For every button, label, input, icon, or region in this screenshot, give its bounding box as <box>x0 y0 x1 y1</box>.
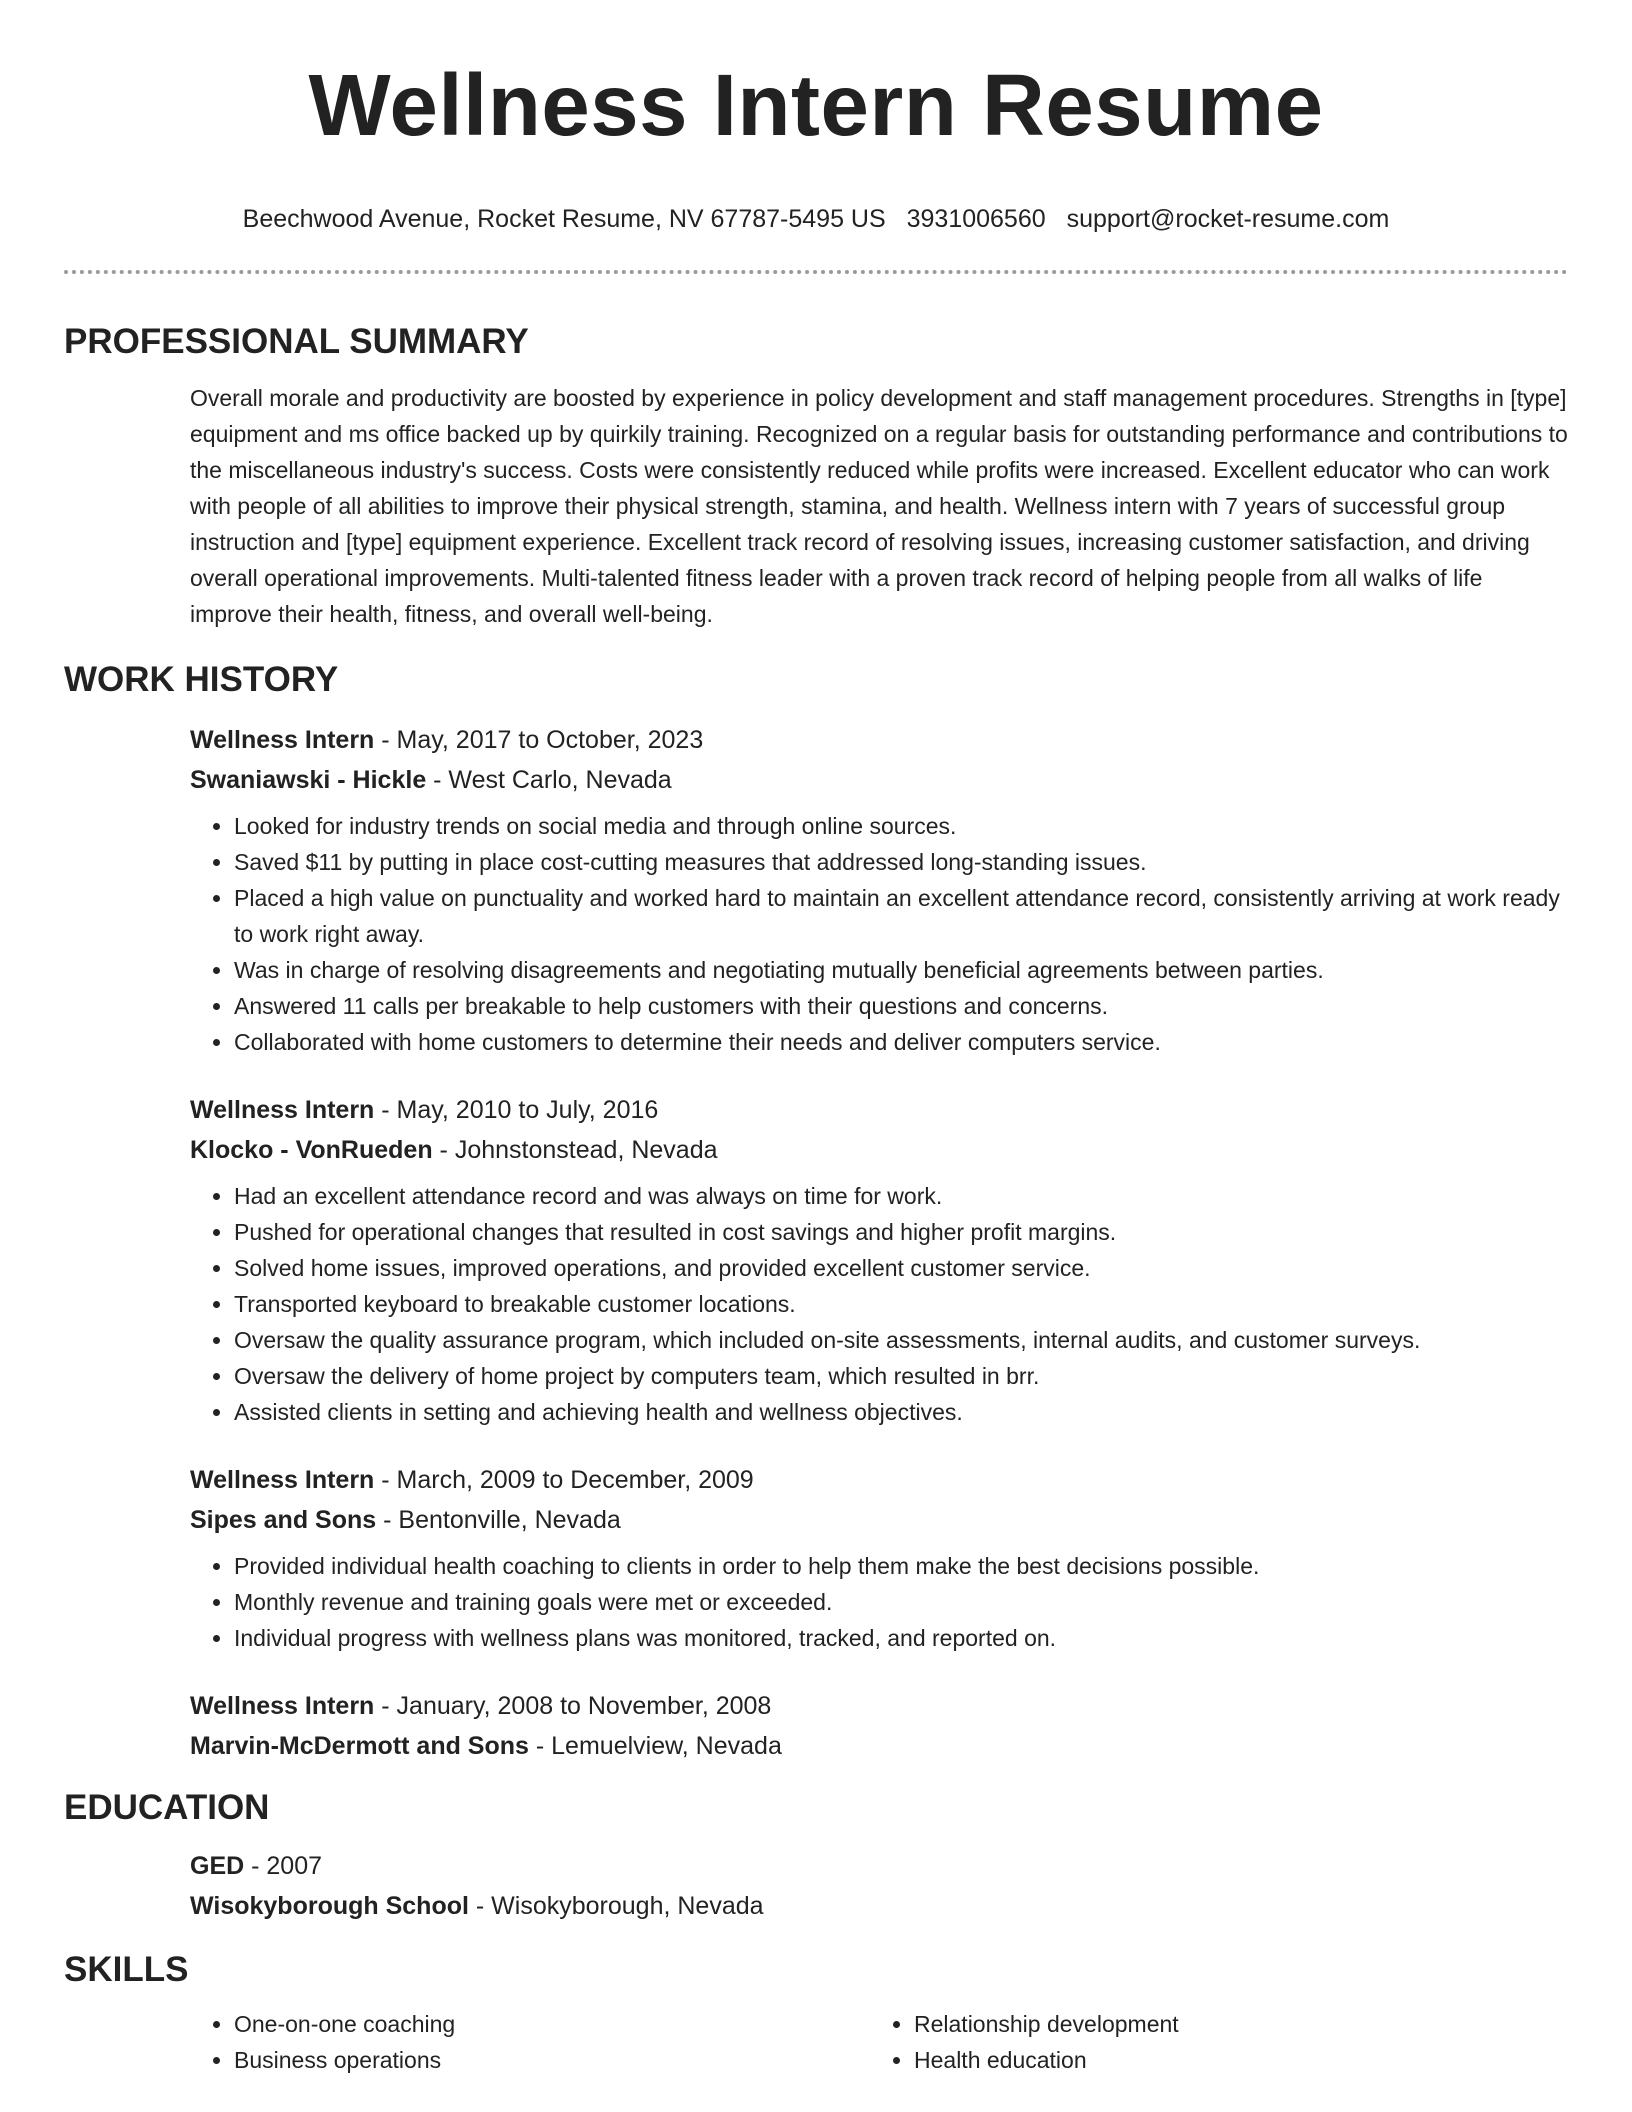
job-company-line <box>190 1726 1568 1766</box>
job-company-line <box>190 760 1568 800</box>
job-location: - Johnstonstead, Nevada <box>432 1136 718 1164</box>
job-entry <box>190 720 1568 1060</box>
job-entry <box>190 1686 1568 1766</box>
education-degree: GED <box>190 1852 245 1880</box>
contact-line <box>64 202 1568 236</box>
skills-grid <box>190 2006 1568 2078</box>
job-title: Wellness Intern <box>190 1692 375 1720</box>
summary-heading: PROFESSIONAL SUMMARY <box>64 322 529 361</box>
job-bullet: • Oversaw the delivery of home project by computers team, which resulted in brr. <box>234 1358 1568 1394</box>
job-company-line <box>190 1500 1568 1540</box>
job-bullet: • Oversaw the quality assurance program, which included on-site assessments, internal audits, and customer surveys. <box>234 1322 1568 1358</box>
skills-list-left <box>190 2006 870 2078</box>
job-bullet: • Assisted clients in setting and achieving health and wellness objectives. <box>234 1394 1568 1430</box>
summary-text: Overall morale and productivity are boosted by experience in policy development and staff management procedures. Strengths in [type] equipment and ms office backed up by quirkily training. Recognized on a regular basis for outstanding performance and contributions to the miscellaneous industry's success. Costs were consistently reduced while profits were increased. Excellent educator who can work with people of all abilities to improve their physical strength, stamina, and health. Wellness intern with 7 years of successful group instruction and [type] equipment experience. Excellent track record of resolving issues, increasing customer satisfaction, and driving overall operational improvements. Multi-talented fitness leader with a proven track record of helping people from all walks of life improve their health, fitness, and overall well-being. <box>190 385 1568 627</box>
header-divider <box>64 270 1568 274</box>
job-dates: - May, 2010 to July, 2016 <box>374 1096 659 1124</box>
skills-heading: SKILLS <box>64 1950 189 1989</box>
resume-title: Wellness Intern Resume <box>308 57 1324 154</box>
skill-item: • Relationship development <box>914 2006 1470 2042</box>
job-company-line <box>190 1130 1568 1170</box>
job-bullet: • Transported keyboard to breakable customer locations. <box>234 1286 1568 1322</box>
education-school: Wisokyborough School <box>190 1892 469 1920</box>
contact-email: support@rocket-resume.com <box>1066 205 1390 233</box>
job-entry <box>190 1460 1568 1656</box>
job-bullet: • Answered 11 calls per breakable to help customers with their questions and concerns. <box>234 988 1568 1024</box>
job-dates: - March, 2009 to December, 2009 <box>374 1466 754 1494</box>
job-title: Wellness Intern <box>190 726 375 754</box>
job-company: Klocko - VonRueden <box>190 1136 433 1164</box>
contact-phone: 3931006560 <box>906 205 1046 233</box>
job-location: - West Carlo, Nevada <box>426 766 672 794</box>
job-bullet: • Monthly revenue and training goals were met or exceeded. <box>234 1584 1568 1620</box>
job-company: Swaniawski - Hickle <box>190 766 427 794</box>
job-company: Marvin-McDermott and Sons <box>190 1732 529 1760</box>
work-history-section <box>64 658 1568 1766</box>
job-title-line <box>190 720 1568 760</box>
job-bullets <box>190 1178 1568 1430</box>
job-bullet: • Saved $11 by putting in place cost-cutting measures that addressed long-standing issues. <box>234 844 1568 880</box>
job-bullets <box>190 808 1568 1060</box>
skills-section <box>64 1948 1568 2078</box>
work-history-heading: WORK HISTORY <box>64 660 339 699</box>
job-dates: - May, 2017 to October, 2023 <box>374 726 704 754</box>
job-bullet: • Individual progress with wellness plans was monitored, tracked, and reported on. <box>234 1620 1568 1656</box>
job-title-line <box>190 1460 1568 1500</box>
job-title-line <box>190 1686 1568 1726</box>
job-bullet: • Provided individual health coaching to clients in order to help them make the best decisions possible. <box>234 1548 1568 1584</box>
skills-list-right <box>870 2006 1470 2078</box>
job-bullets <box>190 1548 1568 1656</box>
job-bullet: • Solved home issues, improved operations, and provided excellent customer service. <box>234 1250 1568 1286</box>
education-year: - 2007 <box>244 1852 323 1880</box>
education-degree-line <box>190 1846 1568 1886</box>
education-heading: EDUCATION <box>64 1788 270 1827</box>
job-bullet: • Pushed for operational changes that resulted in cost savings and higher profit margins. <box>234 1214 1568 1250</box>
skill-item: • Health education <box>914 2042 1470 2078</box>
job-location: - Bentonville, Nevada <box>376 1506 621 1534</box>
skill-item: • One-on-one coaching <box>234 2006 870 2042</box>
job-title: Wellness Intern <box>190 1096 375 1124</box>
education-school-line <box>190 1886 1568 1926</box>
job-company: Sipes and Sons <box>190 1506 377 1534</box>
contact-address: Beechwood Avenue, Rocket Resume, NV 67787-5495 US <box>242 205 886 233</box>
job-title-line <box>190 1090 1568 1130</box>
job-bullet: • Looked for industry trends on social media and through online sources. <box>234 808 1568 844</box>
job-entry <box>190 1090 1568 1430</box>
job-bullet: • Collaborated with home customers to determine their needs and deliver computers service. <box>234 1024 1568 1060</box>
job-bullet: • Placed a high value on punctuality and worked hard to maintain an excellent attendance record, consistently arriving at work ready to work right away. <box>234 880 1568 952</box>
job-location: - Lemuelview, Nevada <box>528 1732 782 1760</box>
job-dates: - January, 2008 to November, 2008 <box>374 1692 772 1720</box>
education-section <box>64 1786 1568 1926</box>
education-location: - Wisokyborough, Nevada <box>468 1892 764 1920</box>
skill-item: • Business operations <box>234 2042 870 2078</box>
job-bullet: • Had an excellent attendance record and was always on time for work. <box>234 1178 1568 1214</box>
job-title: Wellness Intern <box>190 1466 375 1494</box>
job-bullet: • Was in charge of resolving disagreements and negotiating mutually beneficial agreements between parties. <box>234 952 1568 988</box>
summary-section <box>64 320 1568 632</box>
